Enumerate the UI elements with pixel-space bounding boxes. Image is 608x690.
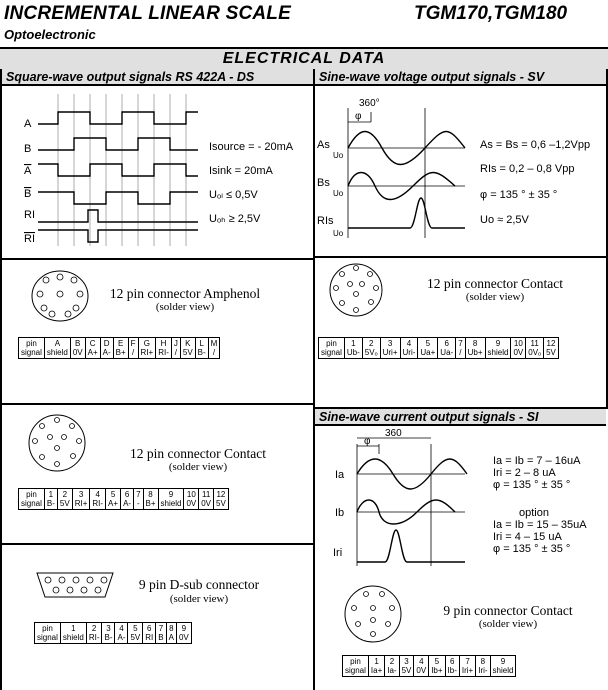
divider — [0, 403, 315, 405]
amphenol-pin-table — [18, 337, 220, 359]
ds-pin-table — [18, 488, 229, 510]
pin-cell — [128, 338, 138, 359]
pin-cell — [344, 338, 362, 359]
pin-signal: A- — [123, 499, 132, 508]
pin-number: 2 — [62, 490, 68, 499]
dsub-title: 9 pin D-sub connector — [138, 577, 260, 592]
pin-signal: 5V — [216, 499, 226, 508]
spec-uoh: Uₒₕ ≥ 2,5V — [209, 213, 261, 225]
pin-number: L — [199, 339, 204, 348]
pin-signal: Ib+ — [431, 666, 443, 675]
pin-cell — [106, 489, 121, 510]
pin-signal: RI — [145, 633, 154, 642]
sv-period: 360° — [359, 98, 380, 109]
pin-cell — [44, 338, 70, 359]
pin-signal: 0V — [416, 666, 427, 675]
pin-signal: RI- — [92, 499, 104, 508]
pin-number: F — [130, 339, 136, 348]
pin-cell — [380, 338, 400, 359]
pin-signal: RI+ — [140, 348, 154, 357]
channel-ri-inverted: RI — [24, 233, 35, 245]
sv-connector-subtitle: (solder view) — [465, 291, 525, 303]
spec-isink: Isink = 20mA — [209, 165, 273, 177]
channel-ri: RI — [24, 209, 35, 221]
pin-number: 6 — [124, 490, 130, 499]
pin-number: 12 — [216, 490, 226, 499]
pin-cell — [86, 623, 102, 644]
ds-connector-subtitle: (solder view) — [168, 461, 228, 473]
pin-cell — [526, 338, 544, 359]
pin-number: 3 — [404, 657, 409, 666]
pin-cell — [128, 623, 143, 644]
pin-signal: A+ — [87, 348, 98, 357]
pin-cell — [399, 656, 414, 677]
amphenol-subtitle: (solder view) — [155, 301, 215, 313]
pin-cell — [166, 623, 176, 644]
pin-number: 10 — [186, 490, 196, 499]
sv-spec-amplitude: As = Bs = 0,6 –1,2Vpp — [480, 139, 591, 151]
pin-number: C — [89, 339, 96, 348]
pin-number: 7 — [136, 490, 141, 499]
channel-ia: Ia — [335, 469, 345, 481]
pin-signal: 0V — [513, 348, 524, 357]
pin-cell — [44, 489, 57, 510]
channel-iri: Iri — [333, 547, 343, 559]
si-connector-subtitle: (solder view) — [478, 618, 538, 630]
pin-number: 12 — [546, 339, 556, 348]
pin-signal: RI- — [88, 633, 100, 642]
pin-cell — [60, 623, 86, 644]
pin-signal: Iri- — [478, 666, 488, 675]
pin-signal: Ub- — [346, 348, 360, 357]
channel-as: As — [317, 139, 330, 151]
pin-signal: Iri+ — [461, 666, 474, 675]
pin-number: 1 — [351, 339, 356, 348]
pin-number: 11 — [201, 490, 211, 499]
pin-number: 10 — [513, 339, 523, 348]
channel-bs: Bs — [317, 177, 330, 189]
spec-uol: Uₒₗ ≤ 0,5V — [209, 189, 258, 201]
pin-signal: 0Vₒ — [528, 348, 542, 357]
sine-voltage-diagram — [315, 88, 606, 256]
pin-cell — [102, 623, 115, 644]
dsub-pin-table — [34, 622, 192, 644]
pin-number: 5 — [425, 339, 431, 348]
pin-signal: Ib- — [447, 666, 457, 675]
pin-signal: RI+ — [74, 499, 88, 508]
pin-signal: A- — [102, 348, 111, 357]
pin-cell — [199, 489, 214, 510]
pin-number: 4 — [419, 657, 424, 666]
pin-number: H — [160, 339, 167, 348]
pin-signal: A — [168, 633, 174, 642]
pin-signal: B- — [46, 499, 55, 508]
pin-number: 1 — [374, 657, 379, 666]
pin-cell — [158, 489, 184, 510]
pin-cell — [459, 656, 475, 677]
pin-number: 7 — [158, 624, 164, 633]
pin-number: M — [210, 339, 218, 348]
pin-row-label: pin signal — [19, 489, 45, 510]
pin-signal: / — [131, 348, 135, 357]
pin-number: 7 — [458, 339, 463, 348]
pin-number: G — [143, 339, 150, 348]
pin-signal: / — [212, 348, 216, 357]
pin-cell — [195, 338, 208, 359]
sv-pin-table — [318, 337, 559, 359]
pin-cell — [57, 489, 72, 510]
square-wave-diagram — [2, 88, 313, 258]
channel-ris: RIs — [317, 215, 334, 227]
pin-cell — [100, 338, 113, 359]
si-option-label: option — [519, 507, 549, 519]
section-band: ELECTRICAL DATA — [0, 47, 608, 71]
pin-cell — [115, 623, 128, 644]
pin-cell — [418, 338, 438, 359]
si-heading: Sine-wave current output signals - SI — [315, 409, 606, 426]
pin-cell — [511, 338, 526, 359]
pin-signal: A- — [117, 633, 126, 642]
pin-number: 9 — [168, 490, 174, 499]
pin-signal: RI- — [158, 348, 169, 357]
pin-cell — [476, 656, 490, 677]
si-phase: φ — [364, 436, 371, 447]
pin-cell — [400, 338, 418, 359]
pin-number: 4 — [95, 490, 100, 499]
pin-cell — [465, 338, 485, 359]
pin-row-label: pin signal — [319, 338, 345, 359]
pin-number: 7 — [465, 657, 470, 666]
pin-number: 5 — [110, 490, 116, 499]
divider — [313, 256, 608, 258]
model-number: TGM170,TGM180 — [414, 3, 568, 24]
pin-cell — [113, 338, 128, 359]
channel-b: B — [24, 143, 32, 155]
pin-number: 9 — [181, 624, 187, 633]
rs422-heading: Square-wave output signals RS 422A - DS — [2, 69, 313, 86]
divider — [0, 258, 315, 260]
pin-cell — [180, 338, 195, 359]
pin-number: B — [75, 339, 81, 348]
pin-number: 1 — [48, 490, 54, 499]
pin-signal: B+ — [115, 348, 126, 357]
pin-cell — [156, 623, 166, 644]
pin-signal: Ua+ — [420, 348, 436, 357]
pin-cell — [414, 656, 429, 677]
pin-number: 9 — [500, 657, 506, 666]
pin-cell — [429, 656, 445, 677]
channel-ib: Ib — [335, 507, 345, 519]
pin-cell — [156, 338, 172, 359]
pin-signal: shield — [62, 633, 84, 642]
sv-spec-phase: φ = 135 ° ± 35 ° — [480, 189, 558, 201]
pin-cell — [490, 656, 516, 677]
pin-signal: Uri+ — [382, 348, 398, 357]
si-pin-table — [342, 655, 516, 677]
pin-number: 3 — [387, 339, 393, 348]
sv-phase: φ — [355, 111, 362, 122]
sine-current-diagram — [315, 426, 606, 576]
pin-number: 5 — [434, 657, 440, 666]
pin-signal: B+ — [145, 499, 156, 508]
divider — [0, 543, 315, 545]
pin-cell — [544, 338, 559, 359]
pin-signal: 5Vₒ — [364, 348, 378, 357]
pin-signal: / — [459, 348, 462, 357]
pin-signal: Ub+ — [467, 348, 483, 357]
pin-number: 5 — [133, 624, 138, 633]
pin-cell — [385, 656, 399, 677]
pin-number: 3 — [78, 490, 84, 499]
pin-row-label: pin signal — [19, 338, 45, 359]
pin-number: 4 — [406, 339, 412, 348]
document-title: INCREMENTAL LINEAR SCALE — [4, 3, 291, 24]
pin-cell — [176, 623, 191, 644]
si-connector-title: 9 pin connector Contact — [443, 603, 573, 618]
pin-signal: shield — [492, 666, 514, 675]
si-spec-phase: φ = 135 ° ± 35 ° — [493, 479, 571, 491]
pin-signal: Ua- — [440, 348, 454, 357]
pin-number: 2 — [91, 624, 97, 633]
pin-signal: B — [158, 633, 164, 642]
document-subtitle: Optoelectronic — [4, 27, 96, 42]
pin-cell — [85, 338, 100, 359]
pin-cell — [70, 338, 85, 359]
pin-signal: B- — [104, 633, 113, 642]
pin-number: 6 — [147, 624, 152, 633]
pin-number: 4 — [119, 624, 124, 633]
channel-a: A — [24, 118, 32, 130]
spec-isource: Isource = - 20mA — [209, 141, 294, 153]
pin-cell — [143, 623, 156, 644]
pin-cell — [438, 338, 456, 359]
pin-number: 8 — [472, 339, 478, 348]
sv-spec-uo: Uo ≈ 2,5V — [480, 214, 529, 226]
pin-cell — [445, 656, 459, 677]
pin-signal: 0V — [178, 633, 189, 642]
pin-number: 2 — [389, 657, 395, 666]
sv-connector-title: 12 pin connector Contact — [426, 276, 564, 291]
dsub-subtitle: (solder view) — [169, 593, 229, 605]
pin-number: E — [117, 339, 124, 348]
pin-number: 8 — [148, 490, 153, 499]
sv-heading: Sine-wave voltage output signals - SV — [315, 69, 606, 86]
pin-row-label: pin signal — [343, 656, 369, 677]
si-period: 360 — [385, 428, 402, 439]
pin-number: 8 — [480, 657, 486, 666]
pin-number: 9 — [495, 339, 501, 348]
pin-cell — [208, 338, 220, 359]
uo-label-3: Uo — [333, 229, 344, 238]
dsub-connector-icon — [34, 570, 116, 600]
pin-signal: 5V — [401, 666, 412, 675]
pin-cell — [485, 338, 511, 359]
sv-contact-connector-icon — [326, 260, 390, 322]
pin-signal: 0V — [186, 499, 197, 508]
pin-signal: 0V — [201, 499, 212, 508]
pin-number: 6 — [449, 657, 455, 666]
channel-b-inverted: B — [24, 188, 32, 200]
pin-signal: 5V — [546, 348, 556, 357]
amphenol-connector-icon — [28, 268, 98, 328]
pin-cell — [72, 489, 90, 510]
si-option-phase: φ = 135 ° ± 35 ° — [493, 543, 571, 555]
pin-cell — [143, 489, 158, 510]
ds-contact-connector-icon — [24, 410, 92, 476]
pin-number: K — [185, 339, 191, 348]
pin-row-label: pin signal — [35, 623, 61, 644]
si-option-iri: Iri = 4 – 15 uA — [493, 531, 562, 543]
amphenol-title: 12 pin connector Amphenol — [109, 286, 261, 301]
channel-a-inverted: A — [24, 165, 32, 177]
si-option-amplitude: Ia = Ib = 15 – 35uA — [493, 519, 587, 531]
pin-signal: / — [174, 348, 177, 357]
pin-cell — [368, 656, 384, 677]
pin-cell — [90, 489, 106, 510]
pin-cell — [456, 338, 465, 359]
pin-signal: shield — [160, 499, 182, 508]
ds-connector-title: 12 pin connector Contact — [129, 446, 267, 461]
pin-number: 1 — [71, 624, 76, 633]
uo-label-2: Uo — [333, 189, 344, 198]
pin-cell — [214, 489, 229, 510]
si-spec-amplitude: Ia = Ib = 7 – 16uA — [493, 455, 581, 467]
pin-cell — [171, 338, 180, 359]
pin-cell — [121, 489, 134, 510]
sv-spec-ris: RIs = 0,2 – 0,8 Vpp — [480, 163, 575, 175]
pin-cell — [184, 489, 199, 510]
pin-number: D — [103, 339, 110, 348]
si-contact-connector-icon — [340, 582, 406, 646]
pin-signal: 5V — [182, 348, 193, 357]
pin-number: 2 — [368, 339, 374, 348]
pin-cell — [138, 338, 156, 359]
pin-signal: B- — [197, 348, 206, 357]
pin-cell — [134, 489, 143, 510]
pin-signal: 0V — [72, 348, 83, 357]
uo-label-1: Uo — [333, 151, 344, 160]
pin-number: 6 — [444, 339, 449, 348]
pin-number: J — [173, 339, 178, 348]
pin-signal: shield — [46, 348, 68, 357]
pin-signal: 5V — [130, 633, 141, 642]
pin-signal: Ia+ — [370, 666, 383, 675]
pin-signal: Uri- — [402, 348, 416, 357]
pin-cell — [362, 338, 380, 359]
pin-signal: 5V — [59, 499, 70, 508]
si-spec-iri: Iri = 2 – 8 uA — [493, 467, 556, 479]
pin-signal: - — [136, 499, 140, 508]
pin-number: 3 — [106, 624, 111, 633]
pin-number: A — [54, 339, 61, 348]
pin-signal: A+ — [108, 499, 119, 508]
pin-signal: shield — [487, 348, 509, 357]
pin-number: 8 — [169, 624, 174, 633]
pin-signal: Ia- — [387, 666, 397, 675]
pin-number: 11 — [530, 339, 539, 348]
